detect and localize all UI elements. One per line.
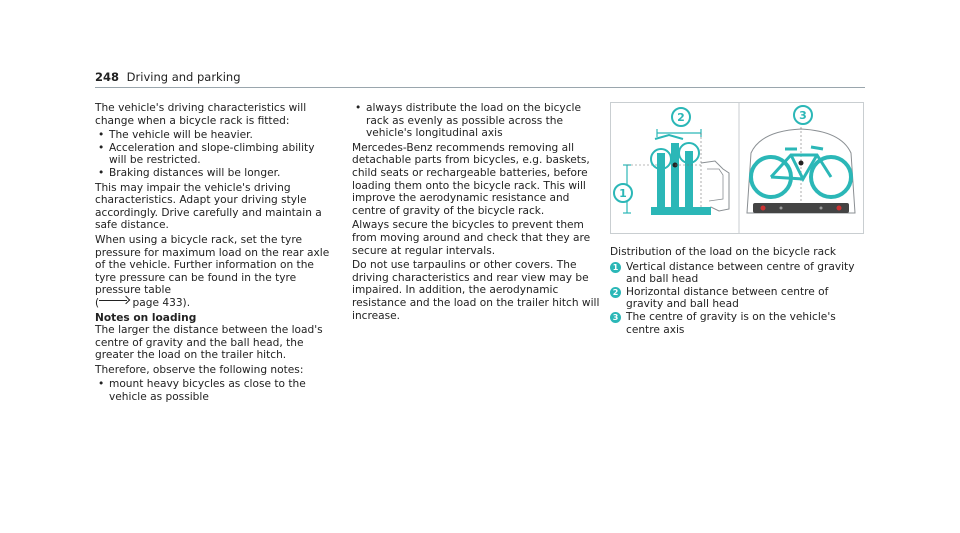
caption-title: Distribution of the load on the bicycle rack (610, 246, 837, 258)
page-reference-link[interactable]: ( page 433). (95, 296, 191, 309)
number-3-badge: 3 (610, 312, 621, 323)
loading-notes-list-cont (352, 102, 600, 140)
bicycle-rack-illustration (610, 102, 864, 234)
list-item: • mount heavy bicycles as close to the vehicle as possible (95, 378, 331, 403)
legend-item-3: 3 The centre of gravity is on the vehicle's centre axis (610, 311, 866, 336)
paragraph-driving-style: This may impair the vehicle's driving characteristics. Adapt your driving style accordingly. Drive carefully and maintain a safe distance. (95, 181, 322, 232)
paragraph-no-covers: Do not use tarpaulins or other covers. The driving characteristics and rear view may be impaired. In addition, the aerodynamic resistance and the load on the trailer hitch will increase. (352, 259, 600, 322)
arrow-right-icon (99, 297, 129, 305)
paragraph-load-distance: The larger the distance between the load's centre of gravity and the ball head, the greater the load on the trailer hitch. (95, 324, 323, 362)
text-column-1 (95, 102, 331, 406)
list-item: • Acceleration and slope-climbing ability will be restricted. (95, 142, 331, 167)
illustration-svg (611, 103, 863, 233)
page-header (95, 70, 241, 84)
paragraph-tyre-pressure: When using a bicycle rack, set the tyre pressure for maximum load on the rear axle of the vehicle. Further information on the tyre pressure can be found in the tyre pressure table ( page 433). (95, 233, 330, 309)
number-1-badge: 1 (610, 262, 621, 273)
section-title: Driving and parking (126, 70, 241, 84)
legend-item-2: 2 Horizontal distance between centre of gravity and ball head (610, 286, 866, 311)
paragraph-secure-bicycles: Always secure the bicycles to prevent them from moving around and check that they are secure at regular intervals. (352, 219, 591, 257)
legend-item-1: 1 Vertical distance between centre of gravity and ball head (610, 261, 866, 286)
list-item: • The vehicle will be heavier. (95, 129, 331, 142)
callout-1-badge (614, 184, 632, 202)
svg-text:3: 3 (799, 109, 807, 122)
header-divider (95, 87, 865, 88)
paragraph-observe-notes: Therefore, observe the following notes: (95, 363, 304, 376)
list-item: • always distribute the load on the bicycle rack as evenly as possible across the vehicle's longitudinal axis (352, 102, 600, 140)
paragraph-remove-parts: Mercedes-Benz recommends removing all detachable parts from bicycles, e.g. baskets, child seats or rechargeable batteries, before loading them onto the bicycle rack. This will improve the aerodynamic resistance and centre of gravity of the bicycle rack. (352, 141, 590, 217)
svg-text:2: 2 (677, 111, 685, 124)
text-column-2 (352, 102, 600, 324)
loading-notes-list (95, 378, 331, 403)
notes-heading: Notes on loading (95, 311, 197, 324)
figure-column (610, 102, 866, 336)
rear-view (747, 127, 855, 215)
effects-list (95, 129, 331, 179)
intro-paragraph: The vehicle's driving characteristics will change when a bicycle rack is fitted: (95, 102, 307, 127)
list-item: • Braking distances will be longer. (95, 167, 331, 180)
callout-2-badge (672, 108, 690, 126)
figure-caption (610, 246, 866, 336)
page-number: 248 (95, 70, 120, 84)
callout-3-badge (794, 106, 812, 124)
number-2-badge: 2 (610, 287, 621, 298)
side-view (623, 129, 729, 215)
svg-text:1: 1 (619, 187, 627, 200)
